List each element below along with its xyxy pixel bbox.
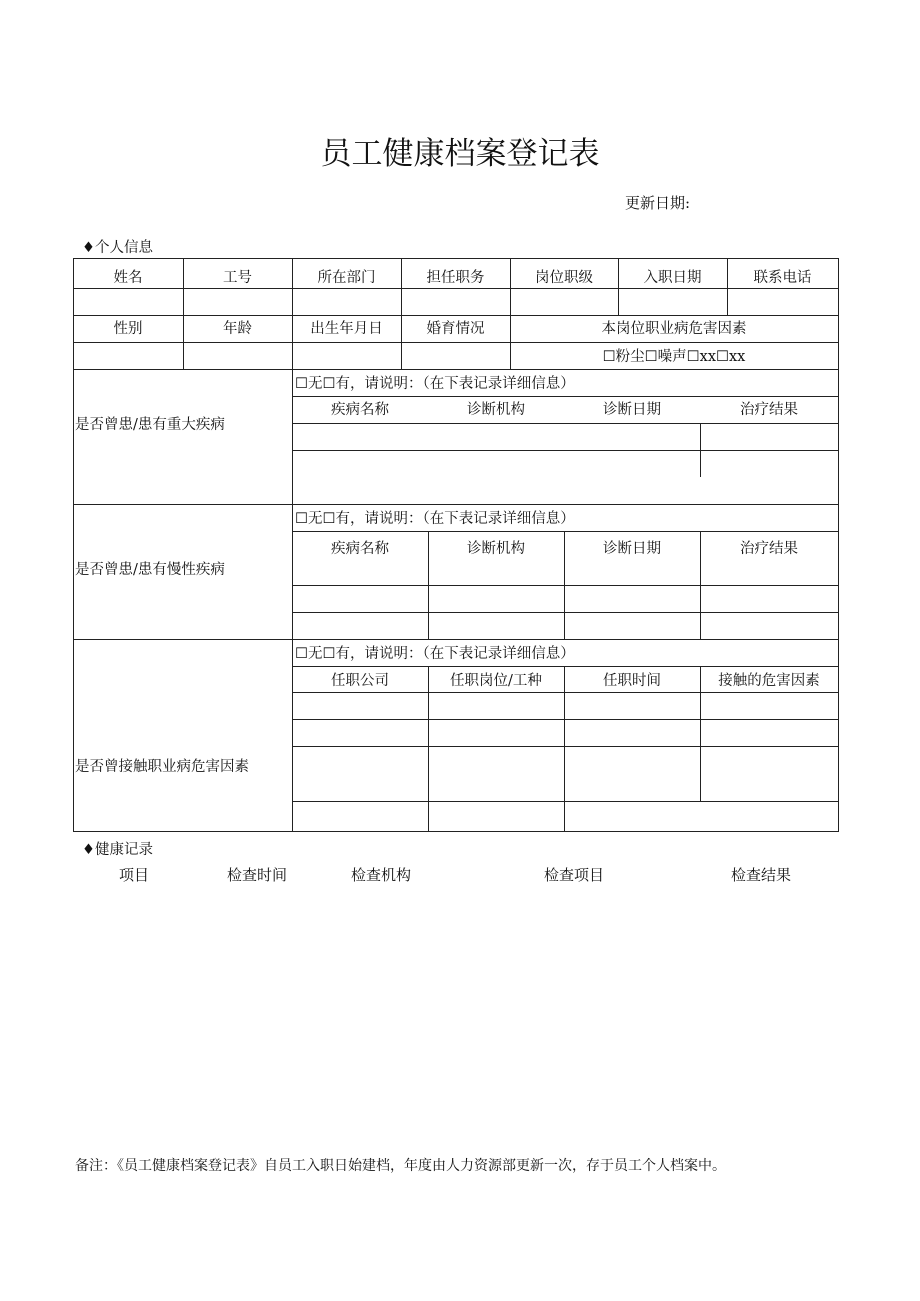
page-title: 员工健康档案登记表 — [320, 136, 600, 172]
header-gender: 性别 — [113, 321, 143, 337]
major-col-date: 诊断日期 — [603, 401, 661, 418]
header-job-hazards: 本岗位职业病危害因素 — [601, 321, 747, 337]
footnote: 备注：《员工健康档案登记表》自员工入职日始建档，年度由人力资源部更新一次，存于员工个人档案中。 — [75, 1158, 726, 1174]
health-col-exam-time: 检查时间 — [227, 866, 288, 884]
header-phone: 联系电话 — [753, 269, 812, 286]
header-position: 担任职务 — [426, 269, 485, 286]
chronic-disease-label: 是否曾患/患有慢性疾病 — [75, 562, 225, 578]
occ-col-hazards: 接触的危害因素 — [718, 672, 820, 689]
major-col-disease-name: 疾病名称 — [331, 401, 389, 418]
health-records-heading: ♦健康记录 — [82, 842, 153, 858]
personal-info-heading: ♦个人信息 — [82, 240, 153, 256]
chronic-disease-option[interactable]: ☐无☐有，请说明：（在下表记录详细信息） — [295, 510, 575, 527]
health-col-exam-institution: 检查机构 — [351, 866, 412, 884]
major-col-institution: 诊断机构 — [467, 401, 525, 418]
header-age: 年龄 — [223, 321, 252, 337]
header-hire-date: 入职日期 — [643, 269, 702, 286]
chronic-col-date: 诊断日期 — [603, 540, 661, 557]
occ-col-period: 任职时间 — [603, 672, 661, 689]
occ-col-company: 任职公司 — [331, 672, 389, 689]
header-department: 所在部门 — [317, 269, 376, 286]
header-birth-date: 出生年月日 — [310, 321, 383, 337]
health-col-item: 项目 — [119, 866, 150, 884]
major-disease-label: 是否曾患/患有重大疾病 — [75, 417, 225, 433]
health-col-exam-result: 检查结果 — [731, 866, 792, 884]
update-date-label: 更新日期: — [625, 194, 691, 212]
header-grade: 岗位职级 — [535, 269, 593, 286]
health-col-exam-items: 检查项目 — [544, 866, 605, 884]
chronic-col-result: 治疗结果 — [740, 540, 798, 557]
hazard-options[interactable]: ☐粉尘☐噪声☐xx☐xx — [602, 349, 746, 365]
occupational-hazard-label: 是否曾接触职业病危害因素 — [75, 759, 249, 775]
major-col-result: 治疗结果 — [740, 401, 798, 418]
occ-col-post: 任职岗位/工种 — [450, 672, 542, 689]
occupational-hazard-option[interactable]: ☐无☐有，请说明：（在下表记录详细信息） — [295, 645, 575, 662]
chronic-col-institution: 诊断机构 — [467, 540, 525, 557]
major-disease-option[interactable]: ☐无☐有，请说明：（在下表记录详细信息） — [295, 375, 575, 392]
header-employee-id: 工号 — [223, 269, 252, 286]
header-name: 姓名 — [113, 269, 143, 286]
header-marital-status: 婚育情况 — [426, 321, 485, 337]
chronic-col-disease-name: 疾病名称 — [331, 540, 389, 557]
